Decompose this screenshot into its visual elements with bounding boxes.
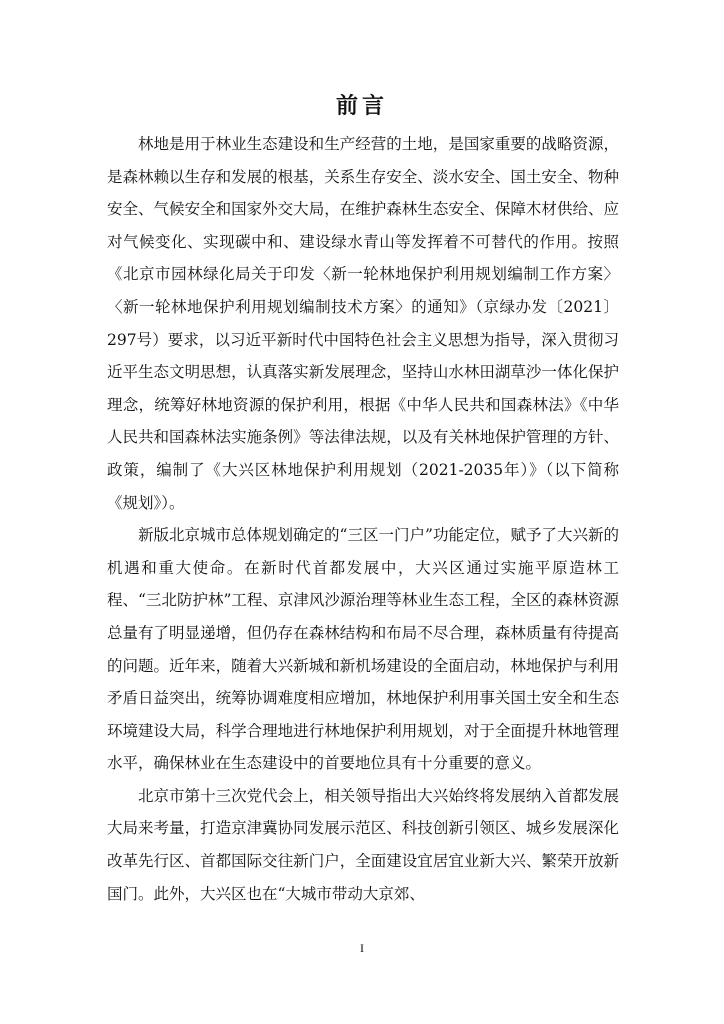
- body-text: [107, 128, 619, 910]
- paragraph-3: 北京市第十三次党代会上，相关领导指出大兴始终将发展纳入首都发展大局来考量，打造京津冀协同发展示范区、科技创新引领区、城乡发展深化改革先行区、首都国际交往新门户，全面建设宜居宜业新大兴、繁荣开放新国门。此外，大兴区也在“大城市带动大京郊、: [107, 786, 619, 903]
- page-number: I: [360, 941, 364, 955]
- paragraph-2: 新版北京城市总体规划确定的“三区一门户”功能定位，赋予了大兴新的机遇和重大使命。在新时代首都发展中，大兴区通过实施平原造林工程、“三北防护林”工程、京津风沙源治理等林业生态工程，全区的森林资源总量有了明显递增，但仍存在森林结构和布局不尽合理，森林质量有待提高的问题。近年来，随着大兴新城和新机场建设的全面启动，林地保护与利用矛盾日益突出，统筹协调难度相应增加，林地保护利用事关国土安全和生态环境建设大局，科学合理地进行林地保护利用规划，对于全面提升林地管理水平，确保林业在生态建设中的首要地位具有十分重要的意义。: [107, 526, 619, 773]
- paragraph-1: 林地是用于林业生态建设和生产经营的土地，是国家重要的战略资源，是森林赖以生存和发展的根基，关系生存安全、淡水安全、国土安全、物种安全、气候安全和国家外交大局，在维护森林生态安全、保障木材供给、应对气候变化、实现碳中和、建设绿水青山等发挥着不可替代的作用。按照《北京市园林绿化局关于印发〈新一轮林地保护利用规划编制工作方案〉〈新一轮林地保护利用规划编制技术方案〉的通知》（京绿办发〔2021〕297号）要求，以习近平新时代中国特色社会主义思想为指导，深入贯彻习近平生态文明思想，认真落实新发展理念，坚持山水林田湖草沙一体化保护理念，统筹好林地资源的保护利用，根据《中华人民共和国森林法》《中华人民共和国森林法实施条例》等法律法规，以及有关林地保护管理的方针、政策，编制了《大兴区林地保护利用规划（2021-2035年）》（以下简称《规划》）。: [107, 135, 619, 512]
- page-title: 前言: [335, 94, 388, 119]
